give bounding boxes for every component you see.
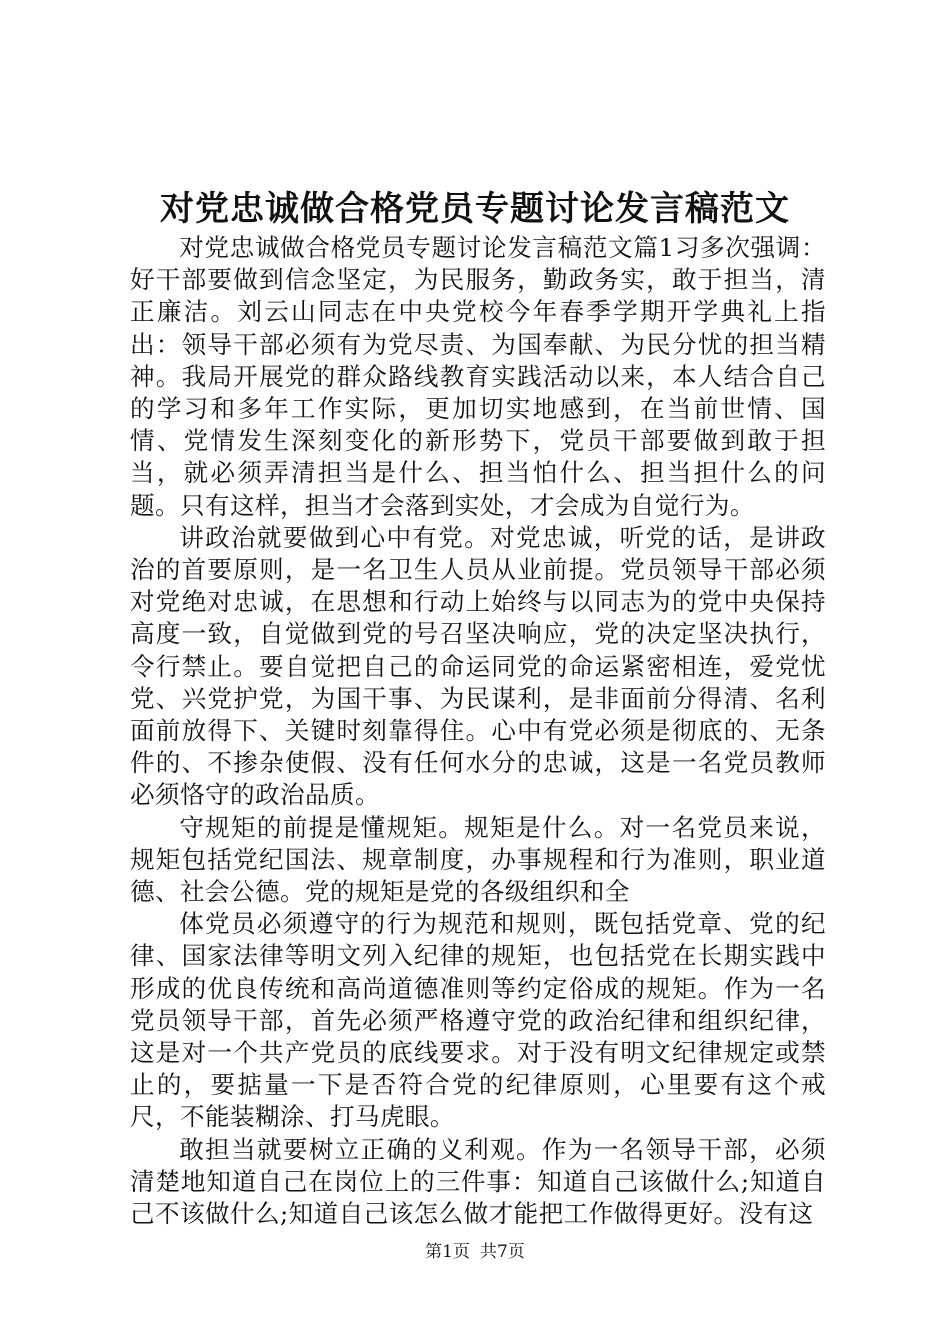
- paragraph: 守规矩的前提是懂规矩。规矩是什么。对一名党员来说，规矩包括党纪国法、规章制度，办事规程和行为准则，职业道德、社会公德。党的规矩是党的各级组织和全: [130, 812, 826, 907]
- paragraph: 敢担当就要树立正确的义利观。作为一名领导干部，必须清楚地知道自己在岗位上的三件事：知道自己该做什么;知道自己不该做什么;知道自己该怎么做才能把工作做得更好。没有这: [130, 1134, 826, 1229]
- paragraph: 讲政治就要做到心中有党。对党忠诚，听党的话，是讲政治的首要原则，是一名卫生人员从业前提。党员领导干部必须对党绝对忠诚，在思想和行动上始终与以同志为的党中央保持高度一致，自觉做到党的号召坚决响应，党的决定坚决执行，令行禁止。要自觉把自己的命运同党的命运紧密相连，爱党忧党、兴党护党，为国干事、为民谋利，是非面前分得清、名利面前放得下、关键时刻靠得住。心中有党必须是彻底的、无条件的、不掺杂使假、没有任何水分的忠诚，这是一名党员教师必须恪守的政治品质。: [130, 522, 826, 810]
- paragraph: 对党忠诚做合格党员专题讨论发言稿范文篇1习多次强调：好干部要做到信念坚定，为民服务，勤政务实，敢于担当，清正廉洁。刘云山同志在中央党校今年春季学期开学典礼上指出：领导干部必须有为党尽责、为国奉献、为民分忧的担当精神。我局开展党的群众路线教育实践活动以来，本人结合自己的学习和多年工作实际，更加切实地感到，在当前世情、国情、党情发生深刻变化的新形势下，党员干部要做到敢于担当，就必须弄清担当是什么、担当怕什么、担当担什么的问题。只有这样，担当才会落到实处，才会成为自觉行为。: [130, 233, 826, 520]
- page-number: 第1页: [425, 1242, 470, 1262]
- document-title: 对党忠诚做合格党员专题讨论发言稿范文: [160, 189, 790, 229]
- paragraph: 体党员必须遵守的行为规范和规则，既包括党章、党的纪律、国家法律等明文列入纪律的规矩，也包括党在长期实践中形成的优良传统和高尚道德准则等约定俗成的规矩。作为一名党员领导干部，首先必须严格遵守党的政治纪律和组织纪律，这是对一个共产党员的底线要求。对于没有明文纪律规定或禁止的，要掂量一下是否符合党的纪律原则，心里要有这个戒尺，不能装糊涂、打马虎眼。: [130, 909, 826, 1132]
- document-body: [130, 232, 826, 1230]
- page-footer: [0, 1240, 950, 1264]
- page-total: 共7页: [480, 1242, 525, 1262]
